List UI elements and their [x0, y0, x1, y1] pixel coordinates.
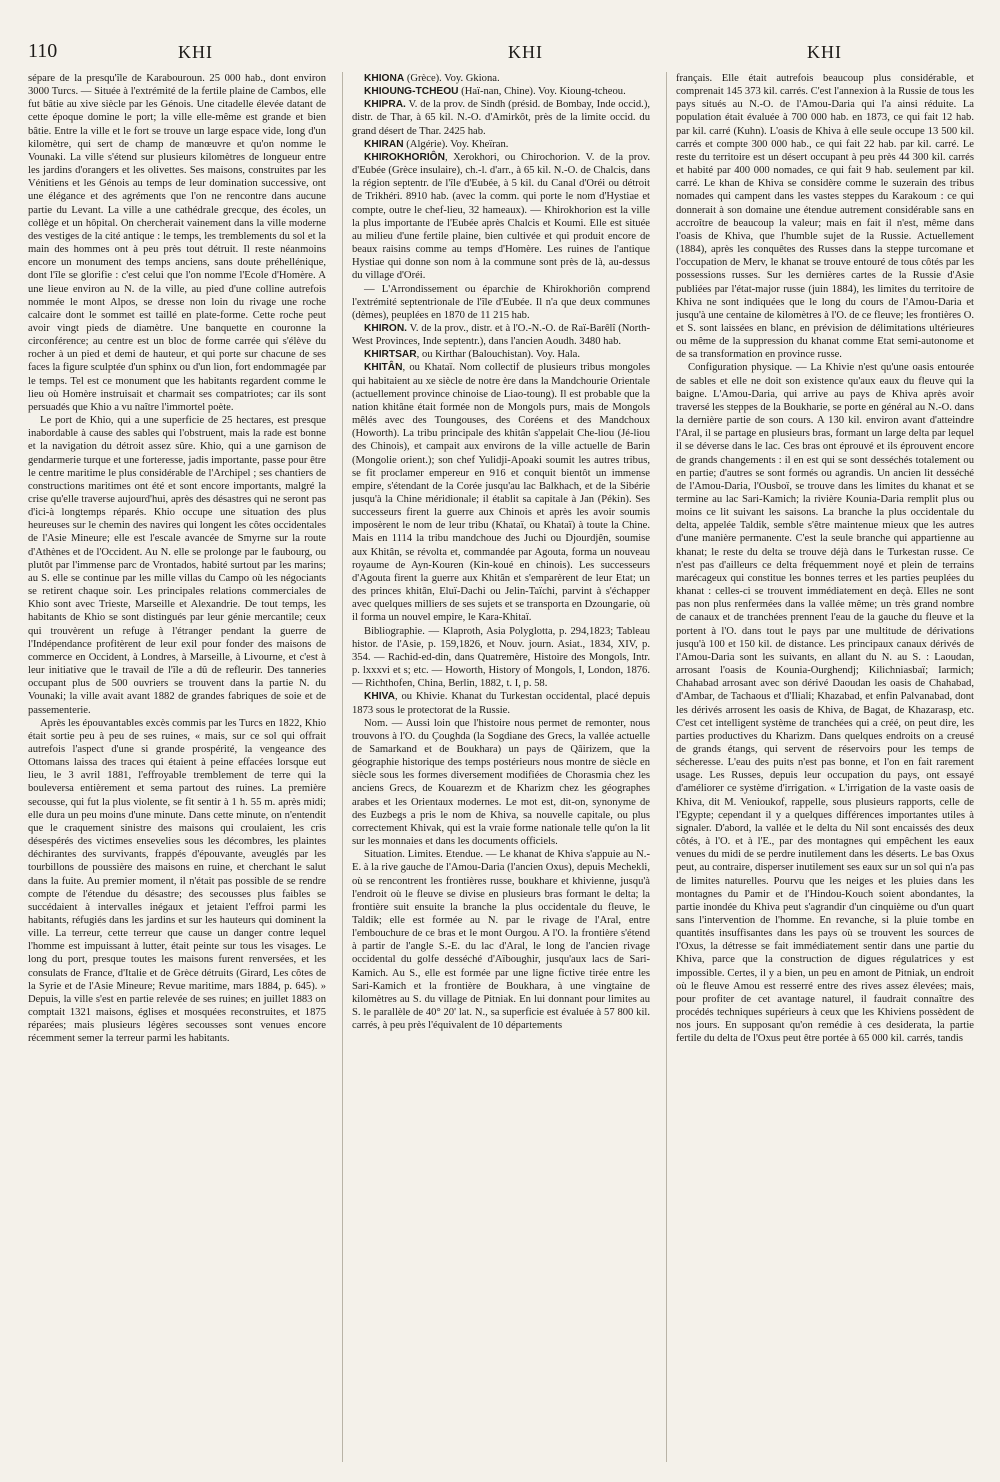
page-header [28, 40, 972, 70]
entry-text: (Haï-nan, Chine). Voy. Kioung-tcheou. [458, 86, 626, 98]
entry-text: (Algérie). Voy. Kheïran. [403, 138, 509, 150]
entry-headword: KHIRTSAR [364, 349, 417, 361]
entry-headword: KHIPRA. [364, 99, 406, 111]
dictionary-entry [352, 72, 650, 85]
dictionary-entry [352, 625, 650, 691]
entry-text: Situation. Limites. Etendue. — Le khanat de Khiva s'appuie au N.-E. à la rive gauche de l'Amou-Daria (l'ancien Oxus), depuis Mechekli, où se rencontrent les frontières russe, boukhare et khivienne, jusqu'à l'endroit où le fleuve se divise en plusieurs bras formant le delta; la frontière suit ensuite la branche la plus occidentale du fleuve, le Taldik; elle est formée au N. par le rivage de l'Aral, entre l'embouchure de ce bras et le mont Ourgou. A l'O. la frontière s'étend à partir de l'angle S.-E. du lac d'Aral, le long de l'ancien rivage occidental du golfe desséché d'Aïboughir, jusqu'aux lacs de Sari-Kamich. Au S., elle est formée par une ligne fictive tirée entre les Sari-Kamich et la frontière de Boukhara, à une vingtaine de kilomètres au S. du village de Pitniak. En lui donnant pour limites au S. le parallèle de 40° 20' lat. N., sa superficie est évaluée à 57 800 kil. carrés, à peu près l'équivalent de 10 départements [352, 849, 650, 1032]
dictionary-entry [352, 322, 650, 348]
entry-text: , Xerokhori, ou Chirochorion. V. de la prov. d'Eubée (Grèce insulaire), ch.-l. d'arr., à 65 kil. N.-O. de Chalcis, dans la région septentr. de l'île d'Eubée, à 5 kil. du Canal d'Oréi ou détroit de Trikhéri. 8910 hab. (avec la comm. qui porte le nom d'Hystiae et compte, outre le chef-lieu, 32 hameaux). — Khirokhorion est la ville la plus importante de l'Eubée après Chalcis et Koumi. Elle est située au milieu d'une fertile plaine, bien cultivée et qui produit encore de beaux raisins comme au temps d'Homère. Les ruines de l'antique Hystiae qui donne son nom à la commune sont près de là, au-dessus du village d'Oréi. [352, 151, 650, 282]
entry-text: V. de la prov., distr. et à l'O.-N.-O. de Raï-Barêlî (North-West Provinces, Inde septentr.), dans l'ancien Aoudh. 3480 hab. [352, 322, 650, 348]
paragraph: sépare de la presqu'île de Karabouroun. 25 000 hab., dont environ 3000 Turcs. — Située à l'extrémité de la fertile plaine de Cambos, elle fut bâtie au xive siècle par les Génois. Une citadelle élevée datant de cette époque domine le port; la ville elle-même est grande et bien bâtie. Entre la ville et le fort se trouve un large espace vide, long d'un kilomètre, qui sert de champ de manœuvre et qu'on nomme le Vounaki. La ville s'étend sur plusieurs kilomètres de longueur entre les jardins d'orangers et les olivettes. Ses maisons, construites par les Vénitiens et les Génois au temps de leur domination successive, ont une élégance et des agréments que l'on ne rencontre dans aucune partie du Levant. La ville a une cathédrale grecque, des écoles, un collège et un hôpital. On chercherait vainement dans la ville moderne des vestiges de la cité antique : le temps, les tremblements du sol et la main des hommes ont à peu près tout détruit. Il reste néanmoins encore un monument des temps anciens, sans doute préhellénique, dont l'île se glorifie : c'est celui que l'on nomme l'Ecole d'Homère. A une lieue environ au N. de la ville, au pied d'une colline autrefois nommée le mont Alpos, se dresse non loin du rivage une roche calcaire dont le sommet est taillé en plate-forme. Cette roche peut avoir vingt pieds de diamètre. Une banquette en couronne la circonférence; au centre est un bloc de forme carrée qui s'élève du rocher à un pied et demi de hauteur, et qui porte sur chacune de ses faces la figure sculptée d'un sphinx ou d'un lion, fort endommagée par le temps. Tel est ce monument que les habitants regardent comme le lieu où Homère instruisait et charmait ses compatriotes; car ils sont persuadés que Khio a vu naître l'immortel poète. [28, 73, 326, 413]
entry-text: , ou Khivie. Khanat du Turkestan occidental, placé depuis 1873 sous le protectorat de la Russie. [352, 691, 650, 716]
dictionary-entry [352, 361, 650, 624]
paragraph: Le port de Khio, qui a une superficie de 25 hectares, est presque inabordable à cause des sables qui l'obstruent, mais la rade est bonne et la navigation du détroit assez sûre. Khio, qui a une garnison de gendarmerie turque et une forteresse, jadis importante, passe pour être le centre maritime le plus considérable de l'Archipel ; ses chantiers de constructions maritimes ont été et sont encore importants, malgré la crise qu'elle traverse aujourd'hui, après des désastres qui ne seront pas d'ici-à longtemps réparés. Khio occupe une situation des plus heureuses sur le chemin des navires qui longent les côtes occidentales de l'Asie Mineure; elle est l'escale avancée de Smyrne sur la route d'Athènes et de l'Occident. Au N. elle se prolonge par le faubourg, ou plutôt par l'immense parc de Vrontados, habité surtout par les marins; au S. elle se continue par les mille villas du Campo où les négociants se retirent chaque soir. Les principales relations commerciales de Khio sont avec Trieste, Marseille et Alexandrie. De tout temps, les habitants de Khio se sont distingués par leur génie mercantile; ceux qui trouvèrent un refuge à l'étranger pendant la guerre de l'Indépendance profitèrent de leur exil pour fonder des maisons de commerce en Occident, à Londres, à Marseille, à Livourne, et c'est à leur initiative que le travail de l'île a dû de refleurir. Des tanneries occupant plus de 500 ouvriers se trouvent dans la partie N. du Vounaki; la ville avait avant 1882 de grandes fabriques de soie et de passementerie. [28, 415, 326, 716]
column-left [28, 72, 326, 1467]
entry-headword: KHIONA [364, 73, 405, 84]
page-number: 110 [28, 40, 58, 62]
paragraph: Configuration physique. — La Khivie n'est qu'une oasis entourée de sables et elle ne doit son existence qu'aux eaux du fleuve qui la baigne. L'Amou-Daria, qui arrive au pays de Khiva après avoir traversé les steppes de la Boukharie, se porte en général au N.-O. dans la dernière partie de son cours. A 130 kil. environ avant d'atteindre l'Aral, il se partage en plusieurs bras, formant un large delta par lequel il se déverse dans le lac. Ces bras ont éprouvé et ils éprouvent encore de grands changements : il en est qui se sont desséchés totalement ou en partie; d'autres se sont formés ou agrandis. Un ancien lit desséché de l'Amou-Daria, l'Ousboï, se trouve dans les limites du khanat et se termine au lac Sari-Kamich; la rivière Kounia-Daria remplit plus ou moins ce lit suivant les saisons. La branche la plus occidentale du delta, appelée Taldik, semble s'être maintenue mieux que les autres d'une manière permanente. C'est la seule branche qui appartienne au khanat; le reste du delta se trouve déjà dans le Turkestan russe. Ce n'est pas d'ailleurs ce delta fréquemment noyé et plein de terrains marécageux qui constitue les bonnes terres et les parties peuplées du khanat : celles-ci se trouvent immédiatement en deçà. Elles ne sont pas non plus renfermées dans la vallée même; un très grand nombre de canaux et de tranchées prennent l'eau de la gauche du fleuve et la portent à l'O. dans tout le pays par une multitude de dérivations jusqu'à 100 et 150 kil. de distance. Les principaux canaux dérivés de l'Amou-Daria sont les suivants, en allant du N. au S. : Laoudan, arrosant l'oasis de Kounia-Ourghendj; Kilichniasbaï; Iarmich; Chahabad arrosant avec son dérivé Daoudan les oasis de Chahabad, d'Ambar, de Tachaous et d'Iliali; Khazabad, et enfin Palvanabad, dont les dérivés arrosent les oasis de Khiva, de Bagat, de Khazarasp, etc. C'est cet intelligent système de tranchées qui a créé, on peut dire, les parties productives du Kharizm. Dans quelques endroits on a creusé de grands étangs, qui servent de réservoirs pour les temps de sécheresse. L'eau des puits n'est pas bonne, et l'on en fait rarement usage. Les Russes, depuis leur occupation du pays, ont essayé d'améliorer ce système d'irrigation. « L'irrigation de la vaste oasis de Khiva, dit M. Venioukof, rappelle, sous plusieurs rapports, celle de l'Egypte; cependant il y a quelques différences importantes utiles à signaler. D'abord, la vallée et le delta du Nil sont encaissés des deux côtés, à l'O. et à l'E., par des montagnes qui empêchent les eaux venues du midi de se perdre inutilement dans les déserts. Le bas Oxus peut, au contraire, disperser inutilement ses eaux sur un sol qui n'a pas de limites naturelles. Pourvu que les neiges et les pluies dans les montagnes du Pamir et de l'Hindou-Kouch soient abondantes, la partie inondée du Khiva peut s'agrandir d'un cinquième ou d'un quart sans l'intervention de l'homme. En revanche, si la pluie tombe en quantités insuffisantes dans les pays où se trouvent les sources de l'Oxus, la détresse se fait immédiatement sentir dans une partie du Khiva, parce que la construction de digues régulatrices y est impossible. Certes, il y a bien, un peu en amont de Pitniak, un endroit où le fleuve Amou est resserré entre des rives assez élevées; mais, pour profiter de cet avantage naturel, il faudrait connaître des procédés techniques supérieurs à ceux que les Khiviens possèdent de nos jours. En supposant qu'on remédie à ces desiderata, la partie fertile du delta de l'Oxus peut être portée à 65 000 kil. carrés, tandis [676, 362, 974, 1045]
column-rule [342, 72, 343, 1462]
dictionary-entry [352, 848, 650, 1032]
dictionary-entry [352, 138, 650, 151]
paragraph: Après les épouvantables excès commis par les Turcs en 1822, Khio était sortie peu à peu de ses ruines, « mais, sur ce sol qui offrait autrefois l'aspect d'une si grande prospérité, la vengeance des Ottomans laissa des traces qui étaient à peine effacées lorsque eut lieu, le 3 avril 1881, l'effroyable tremblement de terre qui la bouleversa entièrement et sema partout des ruines. La première secousse, qui fut la plus violente, se fit sentir à 1 h. 55 m. après midi; elle dura un peu moins d'une minute. Dans cette minute, on n'entendit que le craquement sinistre des maisons qui croulaient, les cris désespérés des victimes ensevelies sous les décombres, les plaintes déchirantes des survivants, frappés d'épouvante, aveuglés par les tourbillons de poussière des maisons en ruine, et cherchant le salut dans la fuite. Au premier moment, il n'était pas possible de se rendre compte de l'étendue du désastre; des secousses plus faibles se succédaient à intervalles inégaux et jetaient l'effroi parmi les habitants, réfugiés dans les jardins et sur les hauteurs qui dominent la ville. La terreur, cette terreur que cause un danger contre lequel l'homme est impuissant à lutter, était peinte sur tous les visages. Le long du port, presque toutes les maisons furent renversées, et les consulats de France, d'Italie et de Grèce détruits (Girard, Les côtes de la Syrie et de l'Asie Mineure; Revue maritime, mars 1884, p. 645). » Depuis, la ville s'est en partie relevée de ses ruines; en juillet 1883 on comptait 1321 maisons, églises et mosquées reconstruites, et 1875 réparées; mais plusieurs légères secousses sont venues encore récemment semer la terreur parmi les habitants. [28, 717, 326, 1045]
entry-text: Nom. — Aussi loin que l'histoire nous permet de remonter, nous trouvons à l'O. du Çoughda (la Sogdiane des Grecs, la vallée actuelle de Samarkand et de Boukhara) un pays de Qâirizem, que la géographie historique des temps postérieurs nous montre de siècle en siècle sous les formes diversement modifiées de Chorasmia chez les anciens Grecs, de Kouarezm et de Kharizm chez les géographes arabes et les Orientaux modernes. Le mot est, dit-on, synonyme de des Euzbegs a pris le nom de Khiva, sa nouvelle capitale, ou plus correctement Khivak, qui est la vraie forme nationale telle qu'on la lit sur les monnaies et dans les documents officiels. [352, 717, 650, 848]
entry-text: V. de la prov. de Sindh (présid. de Bombay, Inde occid.), distr. de Thar, à 65 kil. N.-O. d'Amirkôt, près de la limite occid. du grand désert de Thar. 2425 hab. [352, 99, 650, 137]
running-head-center: KHI [508, 42, 543, 62]
column-middle [352, 72, 650, 1467]
entry-text: Bibliographie. — Klaproth, Asia Polyglotta, p. 294,1823; Tableau histor. de l'Asie, p. 159,1826, et Nouv. journ. Asiat., 1834, XIV, p. 354. — Rachid-ed-din, dans Quatremère, Histoire des Mongols, Intr. p. lxxxvi et s; etc. — Howorth, History of Mongols, I, London, 1876. — Richthofen, China, Berlin, 1882, t. I, p. 58. [352, 625, 650, 690]
entry-headword: KHITÂN [364, 362, 403, 374]
dictionary-entry [352, 283, 650, 322]
dictionary-entry [352, 151, 650, 283]
dictionary-entry [352, 348, 650, 361]
column-right [676, 72, 974, 1467]
running-head-left: KHI [178, 42, 213, 62]
entry-headword: KHIVA [364, 691, 395, 703]
dictionary-entry [352, 690, 650, 716]
running-head-right: KHI [807, 42, 842, 62]
dictionary-entry [352, 717, 650, 849]
entry-text: — L'Arrondissement ou éparchie de Khirokhoriôn comprend l'extrémité septentrionale de l'île d'Eubée. Il n'a que deux communes (dèmes), peuplées en 1870 de 11 215 hab. [352, 283, 650, 321]
entry-headword: KHIOUNG-TCHEOU [364, 86, 459, 98]
column-rule [666, 72, 667, 1462]
entry-headword: KHIRAN [364, 138, 404, 150]
paragraph: français. Elle était autrefois beaucoup plus considérable, et comprenait 145 373 kil. carrés. C'est l'annexion à la Russie de tous les pays situés au N.-O. de l'Amou-Daria qui l'a ainsi réduite. La population était évaluée à 700 000 hab. en 1873, ce qui fait 12 hab. par kil. carré (Kuhn). L'oasis de Khiva à elle seule occupe 13 500 kil. carrés et compte 300 000 hab., ce qui fait 22 hab. par kil. carré. Le reste du territoire est un désert occupant à peu près 44 300 kil. carrés et habité par 400 000 nomades, ce qui fait 9 hab. seulement par kil. carré. Le khan de Khiva se considère comme le suzerain des tribus nomades qui campent dans les vastes steppes du Karakoum : ce qui donnerait à son domaine une étendue autrement considérable sans en accroître de beaucoup la valeur; mais en fait il n'est, même dans l'oasis de Khiva, que l'humble sujet de la Russie. Actuellement (1884), après les conquêtes des Russes dans la steppe turcomane et l'occupation de Merv, le khanat se trouve entouré de tous côtés par les possessions russes. Sur les dernières cartes de la Russie d'Asie publiées par l'état-major russe (juin 1884), les limites du territoire de Khiva ne sont indiquées que le long du cours de l'Amou-Daria et jusqu'à une centaine de kilomètres à l'O. de ce fleuve; les frontières O. et S. sont laissées en blanc, en prévision de délimitations ultérieures ou même de la suppression du khanat comme Etat semi-autonome et de sa transformation en province russe. [676, 73, 974, 361]
entry-text: (Grèce). Voy. Gkiona. [404, 73, 500, 84]
dictionary-entry [352, 85, 650, 98]
entry-headword: KHIROKHORIÔN [364, 151, 445, 163]
dictionary-entry [352, 98, 650, 137]
entry-text: , ou Khataï. Nom collectif de plusieurs tribus mongoles qui habitaient au xe siècle de notre ère dans la Mandchourie Orientale (actuellement province chinoise de Liao-toung). Il est probable que la nation khitâne était formée non de Mongols purs, mais de Mongols mêlés avec des Toungouses, des Coréens et des Mandchoux (Howorth). La tribu principale des khitân s'appelait Che-liou (Jé-liou des Chinois), et campait aux environs de la ville actuelle de Barin (Mongolie orient.); son chef Yulidji-Apoaki soumit les autres tribus, se fit proclamer empereur en 916 et conquit bientôt un immense empire, s'étendant de la Corée jusqu'au lac Balkhach, et de la Sibérie jusqu'à la Chine méridionale; il établit sa capitale à Jan (Pékin). Ses successeurs firent la guerre aux Chinois et après les avoir soumis imposèrent le nom de leur tribu (Khataï, ou Khataï) à toute la Chine. Mais en 1114 la tribu mandchoue des Juchi ou Djourdjên, soumise aux Khitân, se révolta et, commandée par Agouta, forma un nouveau royaume de Ayn-Kouren (Kin-koué en chinois). Les successeurs d'Agouta firent la guerre aux Khitân et s'emparèrent de leur Etat; un des princes khitân, Eluï-Dachi ou Jelin-Taïchi, parvint à s'échapper avec quelques milliers de ses sujets et se transporta en Dzoungarie, où il forma un nouvel empire, le Kara-Khitaï. [352, 362, 650, 624]
entry-headword: KHIRON. [364, 322, 408, 334]
entry-text: , ou Kirthar (Balouchistan). Voy. Hala. [416, 349, 581, 361]
